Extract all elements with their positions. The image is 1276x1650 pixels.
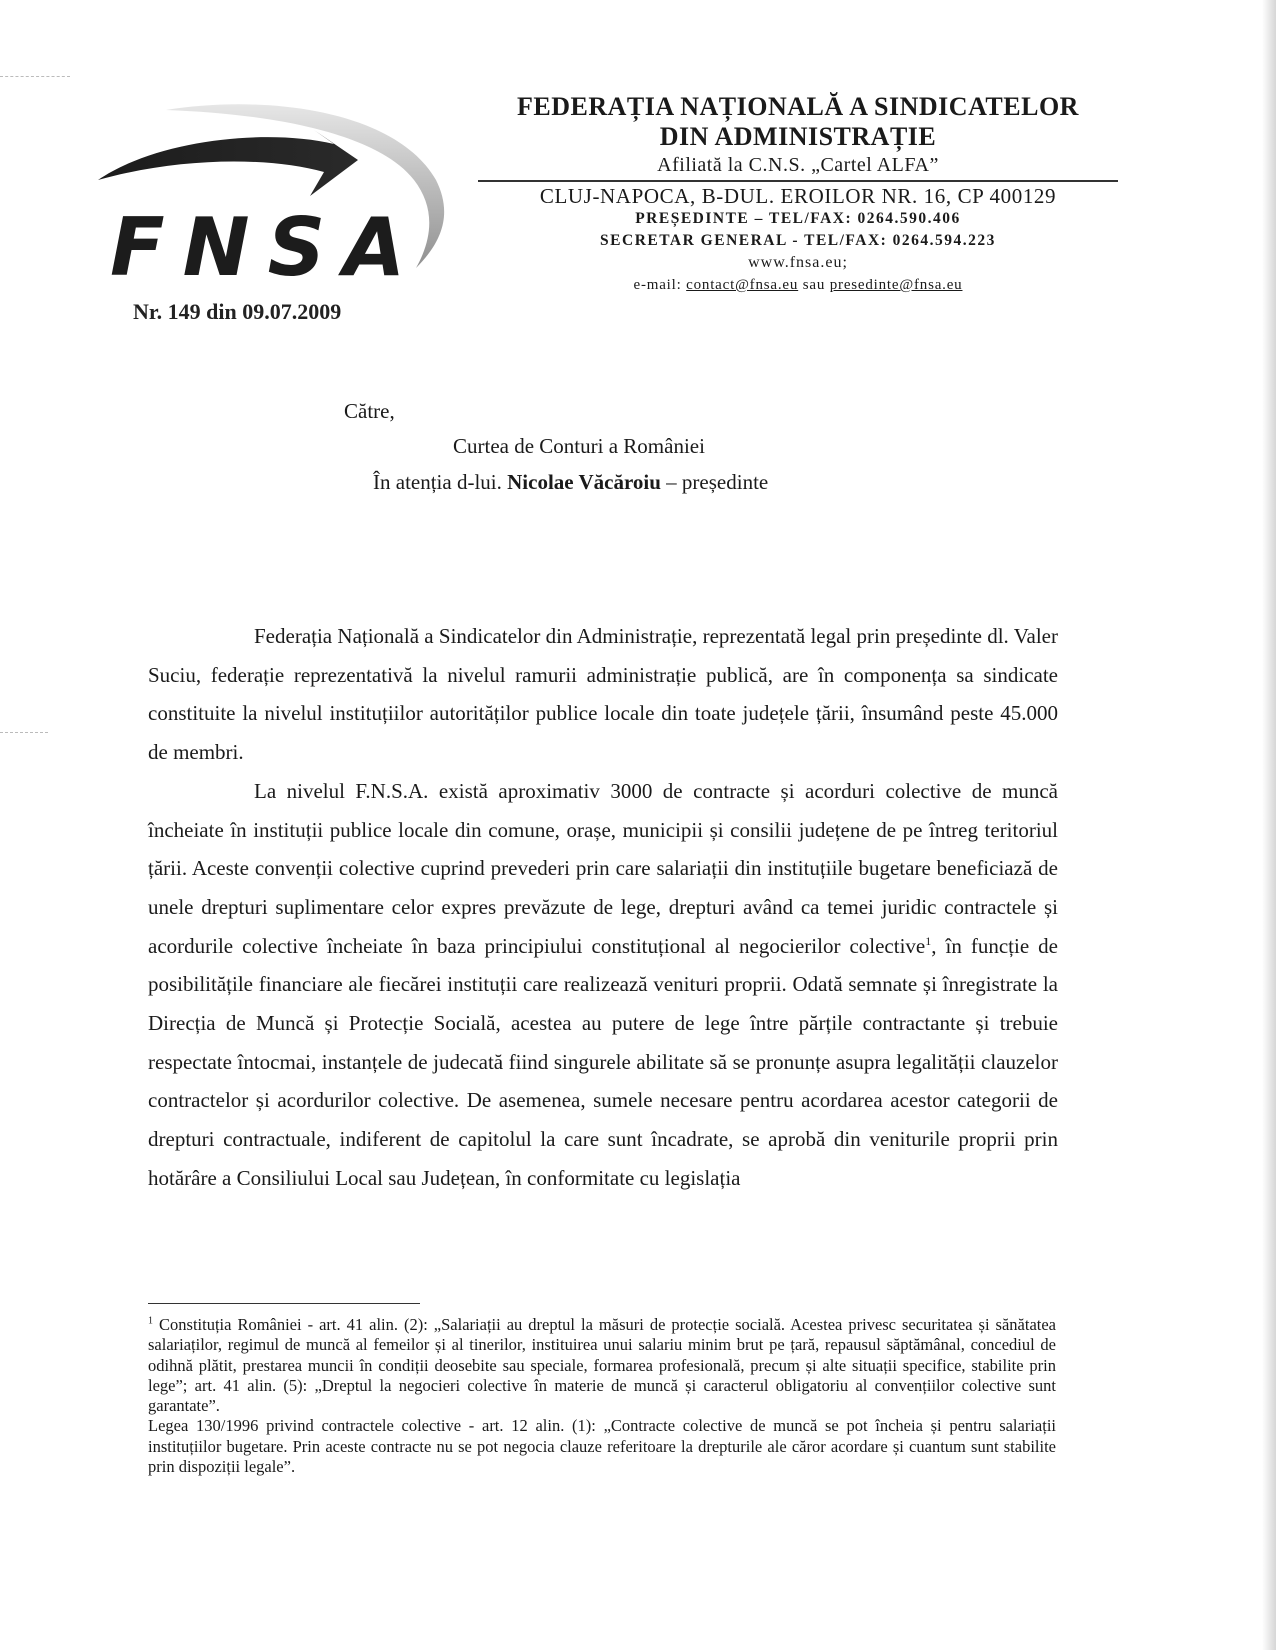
header-rule	[478, 180, 1118, 182]
president-contact: PREȘEDINTE – TEL/FAX: 0264.590.406	[635, 210, 961, 227]
recipient: Curtea de Conturi a României	[453, 434, 705, 458]
website: www.fnsa.eu;	[748, 254, 848, 271]
attention-line	[373, 469, 768, 495]
body-paragraph-2-part2: , în funcție de posibilitățile financiare ale fiecărei instituții care realizează venituri proprii. Odată semnate și înregistrate la Direcția de Muncă și Protecție Socială, acestea au putere de lege între părțile contractante și trebuie respectate întocmai, instanțele de judecată fiind singurele abilitate să se pronunțe asupra legalității clauzelor contractelor și acordurilor colective. De asemenea, sumele necesare pentru acordarea acestor categorii de drepturi contractuale, indiferent de capitolul la care sunt încadrate, se aprobă din veniturile proprii prin hotărâre a Consiliului Local sau Județean, în conformitate cu legislația	[148, 933, 1058, 1190]
email-prefix: e-mail:	[633, 277, 682, 293]
attention-name: Nicolae Văcăroiu	[507, 470, 661, 494]
letter-body	[148, 617, 1058, 1198]
footnote-1	[148, 1315, 1056, 1416]
email-president-link[interactable]: presedinte@fnsa.eu	[829, 277, 963, 293]
salutation: Către,	[344, 399, 395, 423]
org-address: CLUJ-NAPOCA, B-DUL. EROILOR NR. 16, CP 400129	[539, 184, 1057, 208]
body-paragraph-2-part1: La nivelul F.N.S.A. există aproximativ 3000 de contracte și acorduri colective de muncă încheiate în instituții publice locale din comune, orașe, municipii și consilii județene de pe întreg teritoriul țării. Aceste convenții colective cuprind prevederi prin care salariații din instituțiile bugetare beneficiază de unele drepturi suplimentare celor expres prevăzute de lege, drepturi având ca temei juridic contractele și acordurile colective încheiate în baza principiului constituțional al negocierilor colective	[148, 778, 1058, 958]
footnote-text-2: Legea 130/1996 privind contractele colective - art. 12 alin. (1): „Contracte colective de muncă se pot încheia și pentru salariații instituțiilor bugetare. Prin aceste contracte nu se pot negocia clauze referitoare la drepturile ale căror acordare și cuantum sunt stabilite prin dispoziții legale”.	[148, 1416, 1056, 1477]
org-name-line2: DIN ADMINISTRAȚIE	[659, 122, 937, 151]
body-paragraph-2	[148, 772, 1058, 1198]
attention-suffix: – președinte	[666, 470, 769, 494]
attention-prefix: În atenția d-lui.	[373, 470, 502, 494]
footnote	[148, 1315, 1056, 1477]
footnote-text-1: Constituția României - art. 41 alin. (2): „Salariații au dreptul la măsuri de protecție socială. Acestea privesc securitatea și sănătatea salariaților, regimul de muncă al femeilor și al tinerilor, instituirea unui salariu minim brut pe țară, repausul săptămânal, concediul de odihnă plătit, prestarea muncii în condiții deosebite sau speciale, formarea profesională, precum și alte situații specifice, stabilite prin lege”; art. 41 alin. (5): „Dreptul la negocieri colective în materie de muncă și caracterul obligatoriu al convențiilor colective sunt garantate”.	[148, 1315, 1057, 1416]
org-name-line1: FEDERAȚIA NAȚIONALĂ A SINDICATELOR	[517, 92, 1079, 121]
scan-edge-shadow	[1262, 0, 1276, 1650]
email-line	[478, 274, 1118, 296]
affiliation: Afiliată la C.N.S. „Cartel ALFA”	[657, 154, 939, 176]
footnote-separator	[148, 1303, 420, 1304]
secretary-contact: SECRETAR GENERAL - TEL/FAX: 0264.594.223	[600, 232, 996, 249]
footnote-reference: 1	[925, 933, 932, 948]
document-number: Nr. 149 din 09.07.2009	[133, 299, 342, 324]
body-paragraph-1: Federația Națională a Sindicatelor din Administrație, reprezentată legal prin președinte dl. Valer Suciu, federație reprezentativă la nivelul ramurii administrație publică, are în componența sa sindicate constituite la nivelul instituțiilor autorităților publice locale din toate județele țării, însumând peste 45.000 de membri.	[148, 624, 1058, 765]
email-separator: sau	[802, 277, 826, 293]
email-contact-link[interactable]: contact@fnsa.eu	[686, 277, 799, 293]
scan-artifact-line	[0, 732, 48, 733]
scan-artifact-line	[0, 76, 70, 77]
footnote-marker: 1	[148, 1315, 153, 1327]
fnsa-logo-text: FNSA	[110, 201, 424, 294]
letterhead	[478, 92, 1118, 296]
